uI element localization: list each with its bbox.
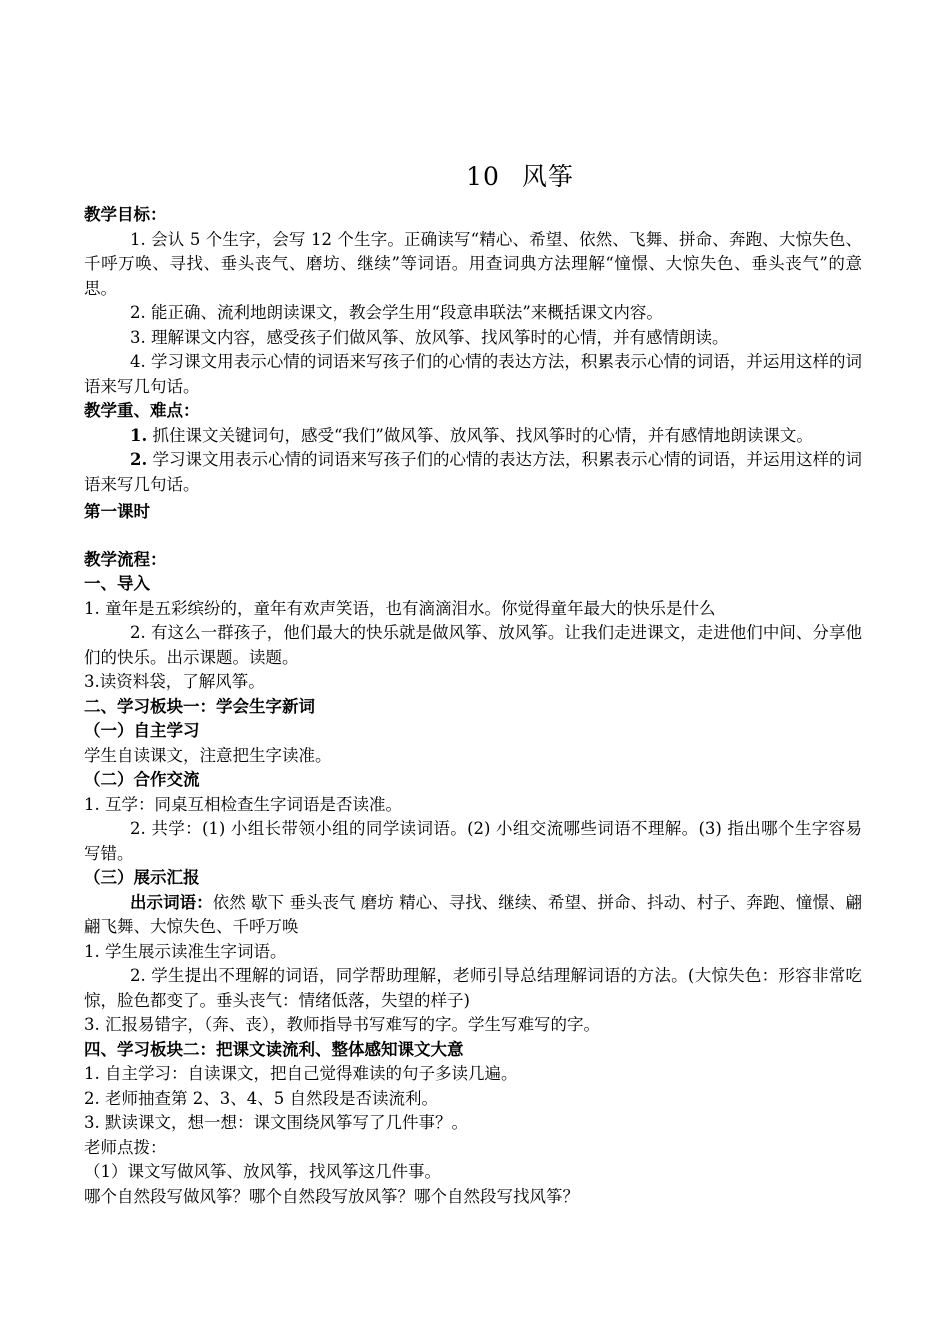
- section-heading: 二、学习板块一：学会生字新词: [84, 696, 315, 716]
- list-item: 1. 童年是五彩缤纷的，童年有欢声笑语，也有滴滴泪水。你觉得童年最大的快乐是什么: [84, 598, 716, 618]
- subsection-heading: （一）自主学习: [84, 721, 200, 740]
- objective-item: 1. 会认 5 个生字，会写 12 个生字。正确读写“精心、希望、依然、飞舞、拼命、奔跑、大惊失色、千呼万唤、寻找、垂头丧气、磨坊、继续”等词语。用查词典方法理解“憧憬、大惊失色、垂头丧气”的意思。: [84, 229, 862, 298]
- key-point-item: [84, 448, 862, 497]
- list-item: 3. 汇报易错字，（奔、丧），教师指导书写难写的字。学生写难写的字。: [84, 1015, 600, 1034]
- list-item: 哪个自然段写做风筝？哪个自然段写放风筝？哪个自然段写找风筝？: [84, 1186, 579, 1206]
- objective-item: 4. 学习课文用表示心情的词语来写孩子们的心情的表达方法，积累表示心情的词语，并运用这样的词语来写几句话。: [84, 352, 862, 396]
- words-label: 出示词语：: [130, 892, 213, 912]
- document-body: [84, 203, 862, 1209]
- list-item: 3.读资料袋，了解风筝。: [84, 672, 265, 691]
- lesson-title: 第一课时: [84, 502, 150, 521]
- list-item: 1. 学生展示读准生字词语。: [84, 941, 287, 961]
- objectives-heading: 教学目标：: [84, 205, 167, 224]
- words-list: [84, 891, 862, 940]
- list-item: 3. 默读课文，想一想：课文围绕风筝写了几件事？。: [84, 1113, 468, 1132]
- key-point-number: 1.: [130, 425, 148, 445]
- section-heading: 四、学习板块二：把课文读流利、整体感知课文大意: [84, 1039, 464, 1059]
- list-item: 1. 互学：同桌互相检查生字词语是否读准。: [84, 794, 402, 814]
- key-point-number: 2.: [130, 450, 148, 469]
- list-item: 1. 自主学习：自读课文，把自己觉得难读的句子多读几遍。: [84, 1064, 518, 1083]
- title-number: 10: [466, 162, 500, 191]
- key-point-text: 学习课文用表示心情的词语来写孩子们的心情的表达方法，积累表示心情的词语，并运用这样的词语来写几句话。: [84, 450, 862, 494]
- list-item: 2. 共学：(1) 小组长带领小组的同学读词语。(2) 小组交流哪些词语不理解。(3) 指出哪个生字容易写错。: [84, 819, 862, 863]
- key-point-item: [84, 424, 862, 449]
- list-item: 2. 老师抽查第 2、3、4、5 自然段是否读流利。: [84, 1088, 438, 1108]
- objective-item: 2. 能正确、流利地朗读课文，教会学生用“段意串联法”来概括课文内容。: [130, 303, 663, 322]
- flow-heading: 教学流程：: [84, 549, 167, 569]
- section-heading: 一、导入: [84, 574, 150, 593]
- words-text: 依然 歇下 垂头丧气 磨坊 精心、寻找、继续、希望、拼命、抖动、村子、奔跑、憧憬、翩翩飞舞、大惊失色、千呼万唤: [84, 892, 863, 936]
- list-item: 老师点拨：: [84, 1137, 167, 1157]
- objective-item: 3. 理解课文内容，感受孩子们做风筝、放风筝、找风筝时的心情，并有感情朗读。: [130, 327, 729, 347]
- page-title: [0, 157, 950, 193]
- key-points-heading: 教学重、难点：: [84, 401, 200, 420]
- list-item: 2. 学生提出不理解的词语，同学帮助理解，老师引导总结理解词语的方法。(大惊失色：形容非常吃惊，脸色都变了。垂头丧气：情绪低落，失望的样子): [84, 966, 862, 1010]
- title-text: 风筝: [521, 162, 574, 191]
- paragraph: 学生自读课文，注意把生字读准。: [84, 745, 332, 765]
- subsection-heading: （三）展示汇报: [84, 868, 200, 887]
- list-item: 2. 有这么一群孩子，他们最大的快乐就是做风筝、放风筝。让我们走进课文，走进他们中间、分享他们的快乐。出示课题。读题。: [84, 623, 862, 667]
- key-point-text: 抓住课文关键词句，感受“我们”做风筝、放风筝、找风筝时的心情，并有感情地朗读课文。: [147, 425, 813, 445]
- list-item: （1）课文写做风筝、放风筝，找风筝这几件事。: [84, 1162, 441, 1181]
- subsection-heading: （二）合作交流: [84, 770, 200, 789]
